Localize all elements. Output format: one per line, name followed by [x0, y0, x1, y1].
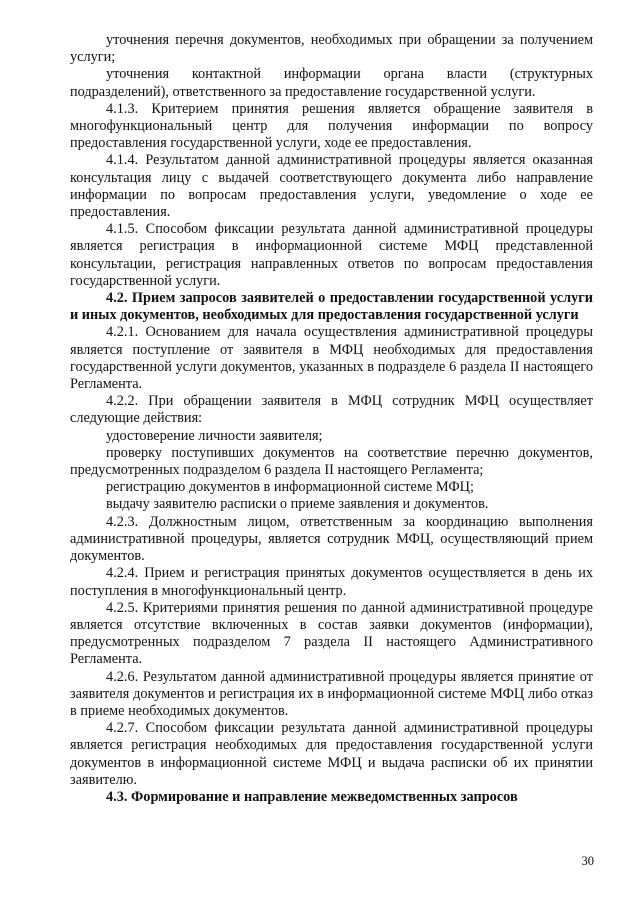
- page-number: 30: [581, 854, 594, 868]
- paragraph: уточнения перечня документов, необходимых при обращении за получением услуги;: [70, 32, 593, 66]
- list-item: регистрацию документов в информационной системе МФЦ;: [106, 479, 474, 496]
- paragraph: 4.2.7. Способом фиксации результата данной административной процедуры является регистрация необходимых для предоставления государственной услуги документов в информационной системе МФЦ и выдача расписки об их принятии заявителю.: [70, 720, 593, 788]
- paragraph: 4.2.6. Результатом данной административной процедуры является принятие от заявителя документов и регистрация их в информационной системе МФЦ либо отказ в приеме необходимых документов.: [70, 668, 593, 719]
- paragraph: 4.2.4. Прием и регистрация принятых документов осуществляется в день их поступления в многофункциональный центр.: [70, 565, 593, 599]
- paragraph: 4.1.3. Критерием принятия решения является обращение заявителя в многофункциональный центр для получения информации по вопросу предоставления государственной услуги, ходе ее предоставления.: [70, 100, 593, 152]
- paragraph: 4.2.3. Должностным лицом, ответственным за координацию выполнения административной процедуры, является сотрудник МФЦ, осуществляющий прием документов.: [70, 513, 593, 565]
- paragraph: 4.2.2. При обращении заявителя в МФЦ сотрудник МФЦ осуществляет следующие действия:: [70, 393, 593, 427]
- list-item: проверку поступивших документов на соответствие перечню документов, предусмотренных подразделом 6 раздела II настоящего Регламента;: [70, 444, 593, 479]
- paragraph: 4.2.1. Основанием для начала осуществления административной процедуры является поступление от заявителя в МФЦ необходимых для предоставления государственной услуги документов, указанных в подразделе 6 раздела II настоящего Регламента.: [70, 324, 593, 393]
- section-heading: 4.2. Прием запросов заявителей о предоставлении государственной услуги и иных документов, необходимых для предоставления государственной услуги: [70, 290, 593, 324]
- paragraph: уточнения контактной информации органа власти (структурных подразделений), ответственного за предоставление государственной услуги.: [70, 66, 593, 100]
- paragraph: 4.2.5. Критериями принятия решения по данной административной процедуре является отсутствие включенных в состав заявки документов (информации), предусмотренных подразделом 7 раздела II настоящего Административного Регламента.: [70, 599, 593, 668]
- section-heading: 4.3. Формирование и направление межведомственных запросов: [106, 788, 518, 805]
- document-page: [70, 32, 593, 806]
- list-item: выдачу заявителю расписки о приеме заявления и документов.: [106, 496, 489, 513]
- paragraph: 4.1.5. Способом фиксации результата данной административной процедуры является регистрация в информационной системе МФЦ представленной консультации, регистрация направленных ответов по вопросам предоставления государственной услуги.: [70, 221, 593, 289]
- paragraph: 4.1.4. Результатом данной административной процедуры является оказанная консультация лицу с выдачей соответствующего документа либо направление информации по вопросам предоставления услуги, уведомление о ходе ее предоставления.: [70, 152, 593, 221]
- list-item: удостоверение личности заявителя;: [106, 427, 323, 444]
